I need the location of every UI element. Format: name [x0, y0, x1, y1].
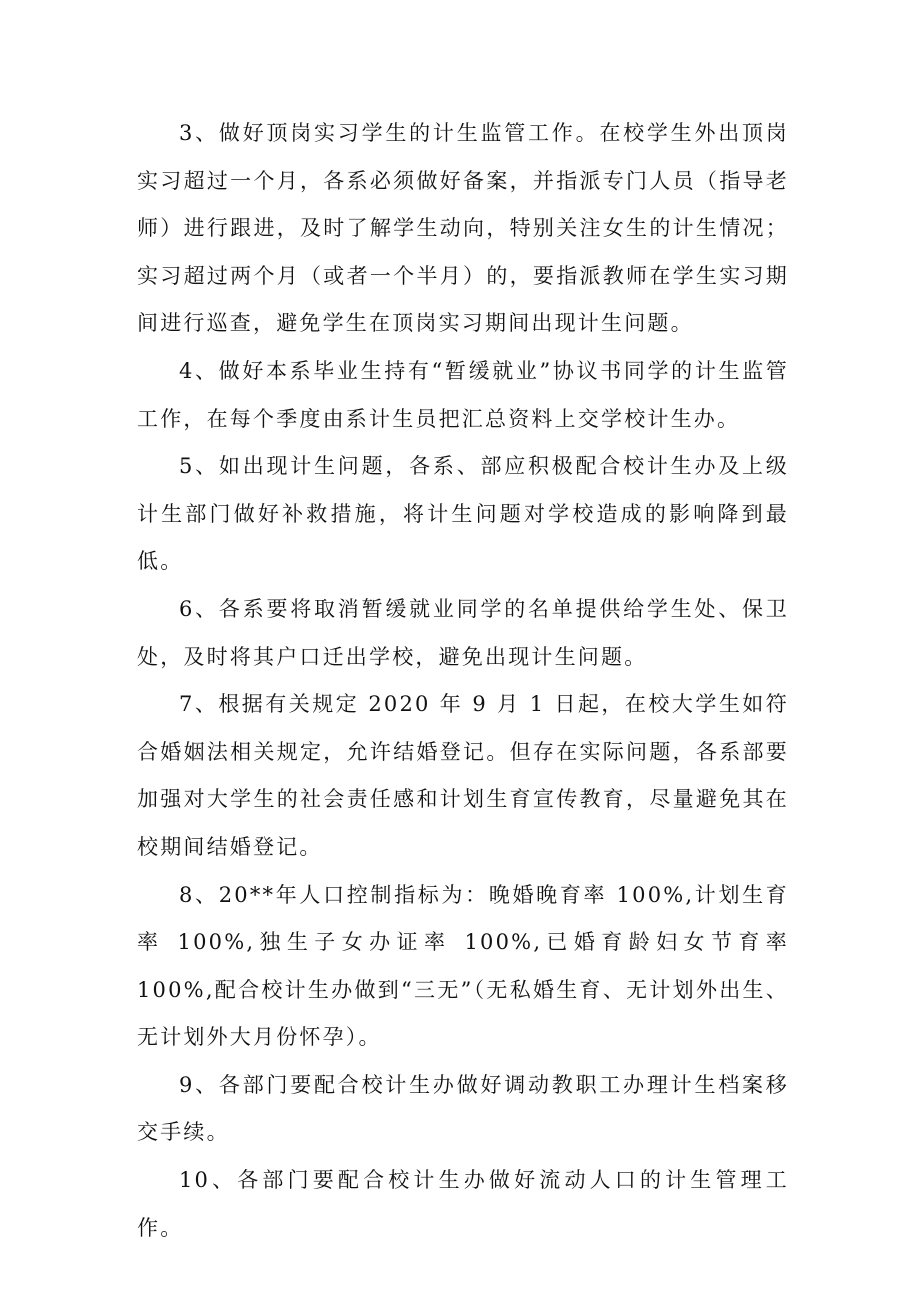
- paragraph-3: 3、做好顶岗实习学生的计生监管工作。在校学生外出顶岗实习超过一个月，各系必须做好备案，并指派专门人员（指导老师）进行跟进，及时了解学生动向，特别关注女生的计生情况；实习超过两个月（或者一个半月）的，要指派教师在学生实习期间进行巡查，避免学生在顶岗实习期间出现计生问题。: [137, 121, 789, 336]
- paragraph-5: 5、如出现计生问题，各系、部应积极配合校计生办及上级计生部门做好补救措施，将计生问题对学校造成的影响降到最低。: [137, 454, 789, 574]
- paragraph-10: 10、各部门要配合校计生办做好流动人口的计生管理工作。: [137, 1168, 789, 1240]
- paragraph-7: 7、根据有关规定 2020 年 9 月 1 日起，在校大学生如符合婚姻法相关规定，允许结婚登记。但存在实际问题，各系部要加强对大学生的社会责任感和计划生育宣传教育，尽量避免其在校期间结婚登记。: [137, 692, 789, 859]
- paragraph-9: 9、各部门要配合校计生办做好调动教职工办理计生档案移交手续。: [137, 1072, 789, 1145]
- document-body: [137, 110, 789, 1252]
- paragraph-6: 6、各系要将取消暂缓就业同学的名单提供给学生处、保卫处，及时将其户口迁出学校，避免出现计生问题。: [137, 596, 789, 669]
- paragraph-4: 4、做好本系毕业生持有“暂缓就业”协议书同学的计生监管工作，在每个季度由系计生员把汇总资料上交学校计生办。: [137, 358, 789, 431]
- paragraph-8: 8、20**年人口控制指标为：晚婚晚育率 100%,计划生育率 100%,独生子女办证率 100%,已婚育龄妇女节育率 100%,配合校计生办做到“三无”（无私婚生育、无计划外出生、无计划外大月份怀孕）。: [137, 882, 789, 1050]
